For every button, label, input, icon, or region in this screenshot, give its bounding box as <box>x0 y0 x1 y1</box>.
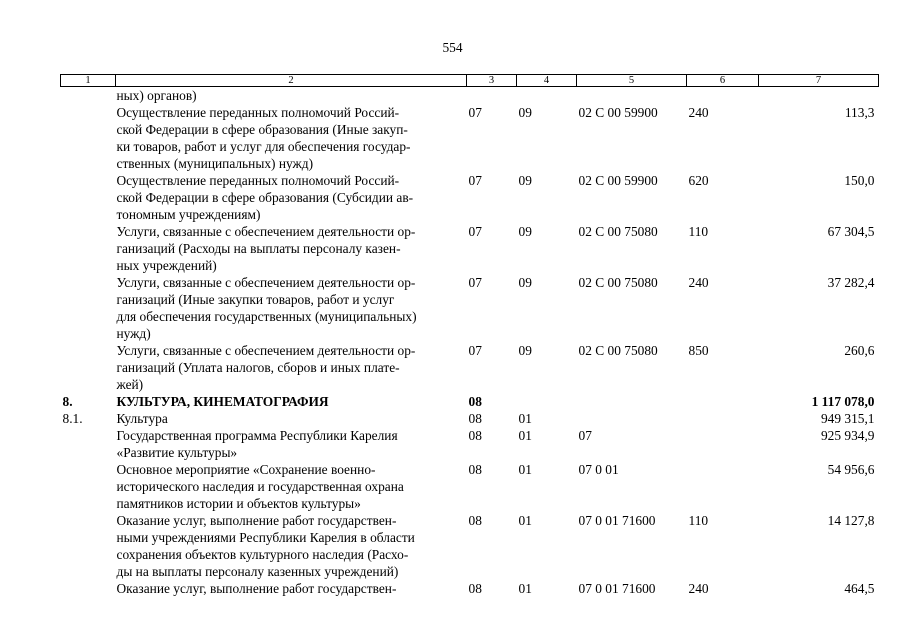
description-cell <box>116 512 467 580</box>
section-code-cell: 08 <box>468 394 482 409</box>
target-article-cell: 07 <box>578 428 592 443</box>
amount-cell: 37 282,4 <box>827 275 875 290</box>
row-number-cell: 8.1. <box>62 411 83 426</box>
subsection-code-cell: 09 <box>518 343 532 358</box>
table-row <box>61 461 879 512</box>
description-line: ской Федерации в сфере образования (Субсидии ав- <box>116 190 414 205</box>
description-line: ных) органов) <box>116 88 197 103</box>
description-line: ганизаций (Расходы на выплаты персоналу казен- <box>116 241 401 256</box>
description-cell <box>116 104 467 172</box>
description-cell <box>116 427 467 461</box>
table-row <box>61 427 879 461</box>
section-code-cell <box>467 87 517 105</box>
subsection-code-cell: 01 <box>518 428 532 443</box>
description-line: «Развитие культуры» <box>116 445 238 460</box>
table-body <box>61 87 879 598</box>
subsection-code-cell <box>517 393 577 410</box>
table-row <box>61 342 879 393</box>
description-line: памятников истории и объектов культуры» <box>116 496 361 511</box>
amount-cell: 14 127,8 <box>827 513 875 528</box>
description-line: ганизаций (Уплата налогов, сборов и иных плате- <box>116 360 400 375</box>
description-cell <box>116 410 467 427</box>
description-cell <box>116 461 467 512</box>
column-header: 4 <box>517 75 577 87</box>
amount-cell: 113,3 <box>844 105 875 120</box>
description-line: для обеспечения государственных (муниципальных) <box>116 309 417 324</box>
row-number-cell <box>61 512 116 580</box>
column-header: 5 <box>577 75 687 87</box>
amount-cell: 67 304,5 <box>827 224 875 239</box>
description-cell <box>116 172 467 223</box>
description-line: Осуществление переданных полномочий Россий- <box>116 105 400 120</box>
amount-cell: 1 117 078,0 <box>811 394 875 409</box>
page-number: 554 <box>442 40 463 55</box>
target-article-cell: 07 0 01 <box>578 462 619 477</box>
description-line: тономным учреждениям) <box>116 207 261 222</box>
expense-type-cell: 620 <box>688 173 709 188</box>
row-number-cell <box>61 342 116 393</box>
table-row <box>61 410 879 427</box>
target-article-cell: 02 С 00 75080 <box>578 224 658 239</box>
expense-type-cell <box>687 427 759 461</box>
description-cell <box>116 87 467 105</box>
expense-type-cell: 850 <box>688 343 709 358</box>
expense-type-cell: 240 <box>688 581 709 596</box>
table-row <box>61 104 879 172</box>
section-code-cell: 07 <box>468 275 482 290</box>
description-line: Основное мероприятие «Сохранение военно- <box>116 462 376 477</box>
table-row <box>61 274 879 342</box>
subsection-code-cell: 09 <box>518 173 532 188</box>
description-cell <box>116 342 467 393</box>
amount-cell: 54 956,6 <box>827 462 875 477</box>
section-code-cell: 08 <box>468 462 482 477</box>
section-code-cell: 07 <box>468 105 482 120</box>
section-code-cell: 07 <box>468 343 482 358</box>
description-line: ки товаров, работ и услуг для обеспечения государ- <box>116 139 411 154</box>
subsection-code-cell: 09 <box>518 275 532 290</box>
subsection-code-cell: 01 <box>518 581 532 596</box>
table-row <box>61 393 879 410</box>
target-article-cell <box>577 393 687 410</box>
table-row <box>61 87 879 105</box>
description-line: Культура <box>116 411 168 426</box>
description-line: ных учреждений) <box>116 258 217 273</box>
column-number-header <box>61 75 879 87</box>
description-line: ганизаций (Иные закупки товаров, работ и услуг <box>116 292 395 307</box>
row-number-cell: 8. <box>62 394 73 409</box>
description-line: ными учреждениями Республики Карелия в области <box>116 530 415 545</box>
description-cell <box>116 223 467 274</box>
description-line: Услуги, связанные с обеспечением деятельности ор- <box>116 224 416 239</box>
row-number-cell <box>61 274 116 342</box>
row-number-cell <box>61 223 116 274</box>
description-line: ственных (муниципальных) нужд) <box>116 156 314 171</box>
description-line: ской Федерации в сфере образования (Иные закуп- <box>116 122 408 137</box>
section-code-cell: 07 <box>468 173 482 188</box>
expense-type-cell: 110 <box>688 224 709 239</box>
target-article-cell: 02 С 00 75080 <box>578 343 658 358</box>
column-header: 7 <box>759 75 879 87</box>
amount-cell <box>759 87 879 105</box>
expense-type-cell <box>687 410 759 427</box>
table-row <box>61 223 879 274</box>
amount-cell: 464,5 <box>844 581 875 596</box>
row-number-cell <box>61 461 116 512</box>
description-cell <box>116 274 467 342</box>
description-line: нужд) <box>116 326 151 341</box>
expense-type-cell: 240 <box>688 275 709 290</box>
expense-type-cell <box>687 461 759 512</box>
column-header: 6 <box>687 75 759 87</box>
column-header: 2 <box>116 75 467 87</box>
target-article-cell: 07 0 01 71600 <box>578 581 656 596</box>
target-article-cell: 02 С 00 59900 <box>578 105 658 120</box>
budget-table <box>60 74 879 597</box>
amount-cell: 949 315,1 <box>820 411 875 426</box>
row-number-cell <box>61 87 116 105</box>
section-code-cell: 08 <box>468 411 482 426</box>
row-number-cell <box>61 580 116 597</box>
description-line: сохранения объектов культурного наследия (Расхо- <box>116 547 409 562</box>
row-number-cell <box>61 172 116 223</box>
target-article-cell <box>577 87 687 105</box>
section-code-cell: 07 <box>468 224 482 239</box>
description-line: Оказание услуг, выполнение работ государствен- <box>116 581 397 596</box>
description-cell <box>116 580 467 597</box>
expense-type-cell: 240 <box>688 105 709 120</box>
expense-type-cell: 110 <box>688 513 709 528</box>
description-line: КУЛЬТУРА, КИНЕМАТОГРАФИЯ <box>116 394 329 409</box>
amount-cell: 260,6 <box>844 343 875 358</box>
table-row <box>61 512 879 580</box>
description-line: Услуги, связанные с обеспечением деятельности ор- <box>116 343 416 358</box>
column-header: 1 <box>61 75 116 87</box>
row-number-cell <box>61 104 116 172</box>
description-line: Оказание услуг, выполнение работ государствен- <box>116 513 397 528</box>
description-line: жей) <box>116 377 144 392</box>
description-line: ды на выплаты персоналу казенных учреждений) <box>116 564 399 579</box>
amount-cell: 150,0 <box>844 173 875 188</box>
target-article-cell: 07 0 01 71600 <box>578 513 656 528</box>
subsection-code-cell: 09 <box>518 224 532 239</box>
amount-cell: 925 934,9 <box>820 428 875 443</box>
expense-type-cell <box>687 393 759 410</box>
target-article-cell: 02 С 00 75080 <box>578 275 658 290</box>
row-number-cell <box>61 427 116 461</box>
table-row <box>61 172 879 223</box>
subsection-code-cell: 01 <box>518 462 532 477</box>
table-row <box>61 580 879 597</box>
section-code-cell: 08 <box>468 513 482 528</box>
description-cell <box>116 393 467 410</box>
subsection-code-cell <box>517 87 577 105</box>
description-line: Осуществление переданных полномочий Россий- <box>116 173 400 188</box>
expense-type-cell <box>687 87 759 105</box>
target-article-cell <box>577 410 687 427</box>
description-line: Государственная программа Республики Карелия <box>116 428 398 443</box>
subsection-code-cell: 01 <box>518 411 532 426</box>
section-code-cell: 08 <box>468 581 482 596</box>
description-line: исторического наследия и государственная охрана <box>116 479 404 494</box>
target-article-cell: 02 С 00 59900 <box>578 173 658 188</box>
column-header: 3 <box>467 75 517 87</box>
section-code-cell: 08 <box>468 428 482 443</box>
subsection-code-cell: 01 <box>518 513 532 528</box>
description-line: Услуги, связанные с обеспечением деятельности ор- <box>116 275 416 290</box>
subsection-code-cell: 09 <box>518 105 532 120</box>
